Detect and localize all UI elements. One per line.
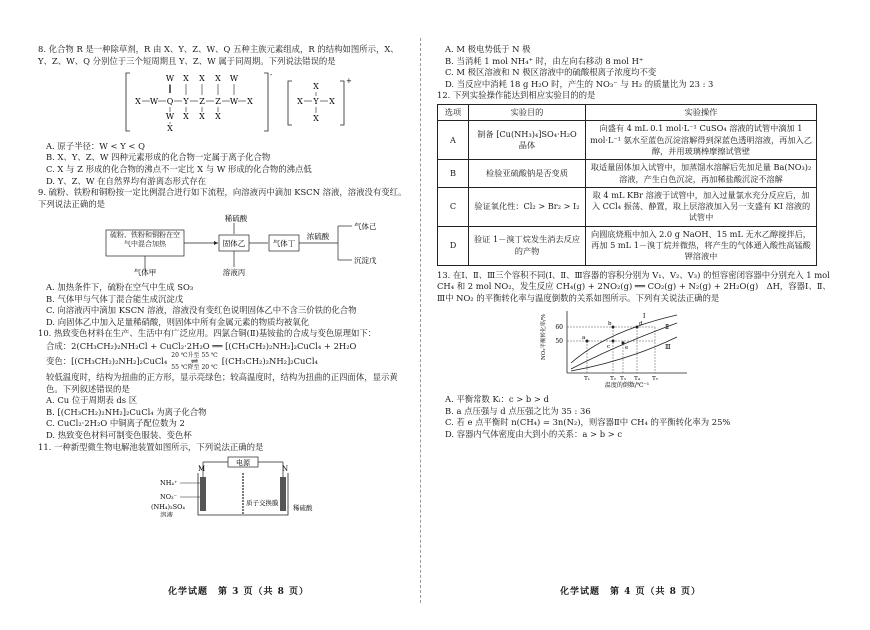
row-aim: 验证 1－溴丁烷发生消去反应的产物 [469,226,586,265]
row-aim: 制备 [Cu(NH₃)₄]SO₄·H₂O 晶体 [469,121,586,160]
label-a: a [582,334,586,341]
left-footer: 化学试题 第 3 页（共 8 页） [168,587,310,597]
membrane-label: 质子交换膜 [246,499,279,508]
q10-color-change [38,353,410,372]
svg-text:W: W [229,97,239,107]
atom-x: X [135,97,141,107]
svg-text:X: X [297,97,303,107]
row-option: C [438,187,469,226]
page-divider [420,38,421,603]
y-axis-label: NO₂平衡转化率/% [541,313,547,360]
row-option: D [438,226,469,265]
power-label: 电源 [236,459,250,468]
series-label-3: Ⅲ [665,343,671,351]
cond-down: 55 ℃降至 20 ℃ [171,364,218,372]
table-row [438,187,817,226]
svg-text:X: X [313,114,319,124]
q9-option-d: D. 向固体乙中加入足量稀硝酸，则固体中所有金属元素的物质均被氧化 [46,316,309,327]
svg-text:W: W [149,97,159,107]
flow-start: 硫粉、铁粉和铜粉在空气中混合加热 [110,231,180,249]
point-b [612,325,615,328]
solution-label: 溶液 [160,511,173,518]
table-row [438,160,817,188]
svg-text:Y: Y [313,97,319,107]
svg-text:-: - [270,71,273,80]
left-page [38,44,410,523]
q10-product: [(CH₃CH₂)₂NH₂]₂CuCl₄ [221,356,318,367]
svg-text:X: X [183,112,189,122]
q12-table [437,104,817,266]
row-operation: 取 4 mL KBr 溶液于试管中，加入过量氯水充分反应后，加入 CCl₄ 振荡、静置，取上层溶液加入另一支盛有 KI 溶液的试管中 [586,187,817,226]
x-axis-label: 温度的倒数/℃⁻¹ [604,381,650,389]
q8-option-d: D. Y、Z、W 在自然界均有游离态形式存在 [46,175,206,186]
q10-option-c: C. CuCl₂·2H₂O 中铜离子配位数为 2 [46,418,185,429]
row-operation: 向盛有 4 mL 0.1 mol·L⁻¹ CuSO₄ 溶液的试管中滴加 1 mol·L⁻¹ 氨水至蓝色沉淀溶解得到深蓝色透明溶液，再加入乙醇，并用玻璃棒摩擦试管壁 [586,121,817,160]
svg-text:‖: ‖ [168,84,172,94]
flow-solution: 溶液丙 [222,268,246,277]
q8-stem: 8. 化合物 R 是一种除草剂，R 由 X、Y、Z、W、Q 五种主族元素组成，R 的结构如图所示，X、Y、Z、W、Q 分别位于三个短周期且 Y、Z、W 属于同周期。下列说法错误的是 [38,44,399,66]
x-tick-t2: T₂ [610,375,616,382]
svg-text:X: X [199,112,205,122]
q11-option-c: C. M 极区溶液和 N 极区溶液中的硫酸根离子浓度均不变 [445,67,657,78]
label-c: c [607,343,611,350]
q8-option-c: C. X 与 Z 形成的化合物的沸点不一定比 X 与 W 形成的化合物的沸点低 [46,163,312,174]
y-tick-50: 50 [555,337,563,345]
x-tick-t5: T₅ [652,375,658,382]
header-aim: 实验目的 [469,104,586,120]
row-operation: 向圆底烧瓶中加入 2.0 g NaOH、15 mL 无水乙醇搅拌后，再加 5 mL 1－溴丁烷并微热，将产生的气体通入酸性高锰酸钾溶液中 [586,226,817,265]
flow-conc-acid: 浓硫酸 [306,232,330,242]
q10-note: 较低温度时，结构为扭曲的正方形，显示亮绿色；较高温度时，结构为扭曲的正四面体，显示黄色。下列叙述错误的是 [46,371,398,394]
q13-option-c: C. 若 e 点平衡时 n(CH₄) = 3n(N₂)，则容器Ⅱ中 CH₄ 的平衡转化率为 25% [445,417,731,428]
x-tick-t3: T₃ [620,375,626,382]
q9-option-b: B. 气体甲与气体丁混合能生成沉淀戊 [46,293,184,304]
x-tick-t1: T₁ [584,375,590,382]
q11-stem: 11. 一种新型微生物电解池装置如图所示，下列说法正确的是 [38,441,264,452]
series-label-2: Ⅱ [665,323,670,331]
svg-text:W: W [165,74,175,84]
table-row [438,121,817,160]
q8-structure-figure [38,69,410,139]
svg-text:X: X [313,82,319,92]
q10-reactant: 变色：[(CH₃CH₂)₂NH₂]₂CuCl₄ [46,356,168,367]
q13-option-d: D. 容器内气体密度由大到小的关系：a > b > c [445,428,623,439]
q11-option-d: D. 当反应中消耗 18 g H₂O 时，产生的 NO₃⁻ 与 H₂ 的质量比为 23 : 3 [445,78,714,89]
point-a [586,339,589,342]
q10-option-d: D. 热致变色材料可制变色服装、变色杯 [46,429,192,440]
svg-text:Y: Y [183,97,189,107]
no3-label: NO₃⁻ [160,493,178,502]
q10-stem: 10. 热致变色材料在生产、生活中有广泛应用。四氯合铜(Ⅱ)基铵盐的合成与变色原理如下： [38,328,377,339]
header-operation: 实验操作 [586,104,817,120]
row-aim: 验证氧化性：Cl₂ > Br₂ > I₂ [469,187,586,226]
electrode-n: N [282,465,289,474]
y-tick-60: 60 [555,323,563,331]
reversible-arrow: 20 ℃升至 55 ℃ ⇌ 55 ℃降至 20 ℃ [171,351,218,372]
right-page [437,44,837,440]
row-operation: 取适量固体加入试管中，加蒸馏水溶解后先加足量 Ba(NO₃)₂ 溶液，产生白色沉淀，再加稀盐酸沉淀不溶解 [586,160,817,188]
flow-ppt: 沉淀戊 [354,256,377,266]
svg-text:Q: Q [166,97,174,107]
svg-text:X: X [167,124,173,134]
q9-option-c: C. 向溶液丙中滴加 KSCN 溶液，溶液没有变红色说明固体乙中不含三价铁的化合物 [46,305,357,316]
q11-option-a: A. M 极电势低于 N 极 [445,44,531,54]
series-label-1: Ⅰ [643,312,646,320]
x-tick-t4: T₄ [634,375,640,382]
q9-stem: 9. 硫粉、铁粉和铜粉按一定比例混合进行如下流程，向溶液丙中滴加 KSCN 溶液，溶液没有变红。下列说法正确的是 [38,187,407,209]
table-header-row [438,104,817,120]
svg-text:W: W [165,112,175,122]
point-c [612,339,615,342]
q13-chart [537,307,837,393]
q10-option-b: B. [(CH₃CH₂)₂NH₂]₂CuCl₄ 为离子化合物 [46,406,207,417]
row-option: A [438,121,469,160]
row-option: B [438,160,469,188]
flow-gas-d: 气体丁 [272,239,296,249]
svg-text:X: X [199,74,205,84]
flow-gas-a: 气体甲 [133,268,157,277]
svg-text:W: W [229,74,239,84]
flow-gas-e: 气体己 [354,222,377,232]
svg-text:X: X [183,74,189,84]
dilute-acid-label: 稀硫酸 [293,504,313,513]
q12-stem: 12. 下列实验操作能达到相应实验目的的是 [437,90,596,101]
header-option: 选项 [438,104,469,120]
cond-up: 20 ℃升至 55 ℃ [171,351,218,359]
q11-option-b: B. 当消耗 1 mol NH₄⁺ 时，由左向右移动 8 mol H⁺ [445,55,644,66]
svg-text:X: X [247,97,253,107]
svg-text:Z: Z [199,97,205,107]
q13-stem: 13. 在Ⅰ、Ⅱ、Ⅲ三个容积不同(Ⅰ、Ⅱ、Ⅲ容器的容积分别为 V₁、V₂、V₃) 的恒容密闭容器中分别充入 1 mol CH₄ 和 2 mol NO₂，发生反应 CH₄(g) + 2NO₂(g) ══ CO₂(g) + N₂(g) + 2H₂O(g) ΔH，容器Ⅰ、Ⅱ、Ⅲ中 NO₂ 的平衡转化率与温度倒数的关系如图所示。下列有关说法正确的是 [437,269,831,303]
label-d: d [639,320,643,327]
q13-option-a: A. 平衡常数 Kᵢ：c > b > d [445,394,549,405]
svg-text:X: X [329,97,335,107]
row-aim: 检验亚硫酸钠是否变质 [469,160,586,188]
label-e: e [625,344,629,351]
q11-electrolysis-figure [38,455,410,521]
q9-option-a: A. 加热条件下，硫粉在空气中生成 SO₃ [46,281,194,292]
q8-option-a: A. 原子半径：W < Y < Q [46,140,145,151]
table-row [438,226,817,265]
q10-option-a: A. Cu 位于周期表 ds 区 [46,395,138,406]
series-line-1 [571,312,677,363]
svg-text:X: X [215,112,221,122]
flow-solid1: 固体乙 [222,239,246,249]
ammonium-sulfate: (NH₄)₂SO₄ [151,503,186,512]
electrode-m: M [198,465,206,474]
label-b: b [608,320,612,327]
q9-flow-diagram [38,212,410,280]
right-footer: 化学试题 第 4 页（共 8 页） [560,587,702,597]
flow-acid: 稀硫酸 [224,214,248,224]
svg-text:+: + [346,77,352,86]
q13-option-b: B. a 点压强与 d 点压强之比为 35 : 36 [445,405,591,416]
svg-text:X: X [215,74,221,84]
svg-text:Z: Z [215,97,221,107]
q10-synthesis: 合成：2(CH₃CH₂)₂NH₂Cl + CuCl₂·2H₂O ══ [(CH₃CH₂)₂NH₂]₂CuCl₄ + 2H₂O [46,340,357,351]
q8-option-b: B. X、Y、Z、W 四种元素形成的化合物一定属于离子化合物 [46,152,271,163]
nh4-label: NH₄⁺ [160,479,178,488]
